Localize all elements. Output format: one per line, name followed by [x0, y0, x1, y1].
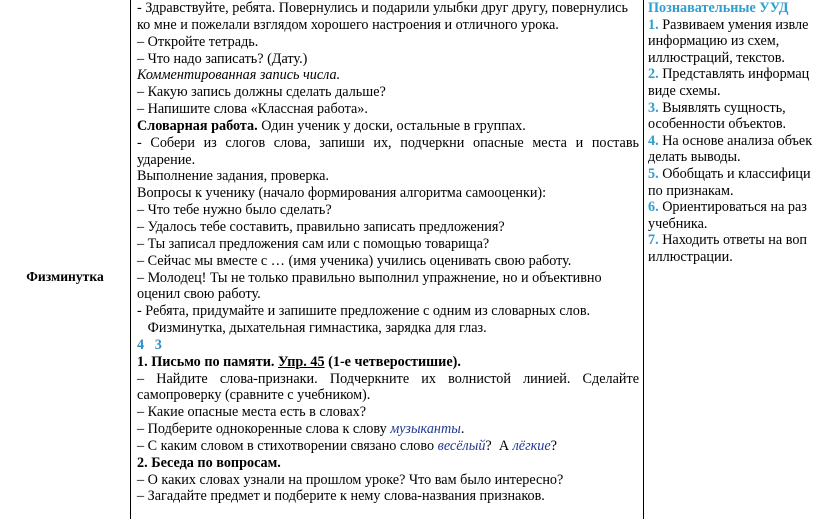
section-heading: Словарная работа.: [137, 117, 258, 134]
text-line: - Здравствуйте, ребята. Повернулись и подарили улыбки друг другу, повернулись: [137, 0, 628, 16]
text-line: [137, 421, 639, 438]
item-number: 1.: [648, 16, 659, 33]
stage-cell: [0, 0, 130, 519]
text-line: [137, 118, 639, 135]
text-span: – Подберите однокоренные слова к слову: [137, 421, 391, 438]
item-text: учебника.: [648, 215, 708, 232]
uud-item: [648, 133, 816, 150]
uud-item: [648, 232, 816, 249]
uud-item: [648, 100, 816, 117]
exercise-ref: Упр. 45: [277, 353, 325, 370]
text-span: ? А: [485, 437, 513, 454]
text-line: – Что тебе нужно было сделать?: [137, 202, 332, 219]
item-text: по признакам.: [648, 182, 734, 199]
item-number: 4.: [648, 132, 659, 149]
text-line: – Сейчас мы вместе с … (имя ученика) учились оценивать свою работу.: [137, 252, 572, 269]
text-line: – Какую запись должны сделать дальше?: [137, 84, 386, 101]
item-number: 5.: [648, 165, 659, 182]
item-number: 3.: [648, 99, 659, 116]
text-line: – Молодец! Ты не только правильно выполнил упражнение, но и объективно: [137, 269, 602, 286]
key-word: лёгкие: [512, 437, 551, 454]
text-span: .: [460, 421, 465, 438]
key-word: музыканты: [390, 421, 461, 438]
item-text: Развиваем умения извле: [658, 16, 809, 33]
item-text: На основе анализа объек: [658, 132, 813, 149]
item-text: Находить ответы на воп: [658, 232, 808, 249]
text-span: Один ученик у доски, остальные в группах.: [257, 117, 526, 134]
text-line: ко мне и пожелали взглядом хорошего настроения и отличного урока.: [137, 16, 559, 33]
text-line: [137, 438, 639, 455]
uud-header: Познавательные УУД: [648, 0, 789, 16]
item-text: информацию из схем,: [648, 33, 780, 50]
uud-item: [648, 17, 816, 34]
teacher-activity-cell: [137, 0, 639, 505]
item-number: 6.: [648, 199, 659, 216]
text-line: самопроверку (сравните с учебником).: [137, 387, 371, 404]
text-line: – Ты записал предложения сам или с помощью товарища?: [137, 235, 490, 252]
item-text: Ориентироваться на раз: [658, 199, 807, 216]
uud-item: [648, 199, 816, 216]
item-text: Выявлять сущность,: [658, 99, 786, 116]
key-word: весёлый: [437, 437, 486, 454]
page-numbers: 4 3: [137, 336, 162, 353]
text-line: – Какие опасные места есть в словах?: [137, 404, 367, 421]
section-heading: 2. Беседа по вопросам.: [137, 454, 281, 471]
item-text: делать выводы.: [648, 149, 741, 166]
text-line: – Удалось тебе составить, правильно записать предложения?: [137, 218, 505, 235]
item-text: Представлять информац: [658, 66, 810, 83]
text-line: - Собери из слогов слова, запиши их, подчеркни опасные места и поставь: [137, 134, 639, 151]
text-line: [137, 354, 639, 371]
text-line: - Ребята, придумайте и запишите предложение с одним из словарных слов.: [137, 303, 591, 320]
column-divider-1: [130, 0, 131, 519]
text-span: – С каким словом в стихотворении связано слово: [137, 437, 438, 454]
stage-label: Физминутка: [26, 268, 104, 284]
item-text: виде схемы.: [648, 82, 721, 99]
item-number: 2.: [648, 66, 659, 83]
text-span: ?: [550, 437, 557, 454]
text-line: – Что надо записать? (Дату.): [137, 50, 308, 67]
text-line: – Загадайте предмет и подберите к нему слова-названия признаков.: [137, 488, 545, 505]
text-line: Комментированная запись числа.: [137, 67, 341, 84]
column-divider-2: [643, 0, 644, 519]
text-line: Выполнение задания, проверка.: [137, 168, 330, 185]
text-line: – Откройте тетрадь.: [137, 33, 259, 50]
item-text: иллюстраций, текстов.: [648, 49, 785, 66]
text-line: – О каких словах узнали на прошлом уроке? Что вам было интересно?: [137, 471, 564, 488]
section-heading: 1. Письмо по памяти.: [137, 353, 278, 370]
uud-cell: [648, 0, 816, 266]
item-text: Обобщать и классифици: [658, 165, 811, 182]
text-line: – Найдите слова-признаки. Подчеркните их волнистой линией. Сделайте: [137, 370, 639, 387]
text-span: (1-е четверостишие).: [324, 353, 461, 370]
text-line: ударение.: [137, 151, 196, 168]
uud-item: [648, 66, 816, 83]
text-line: оценил свою работу.: [137, 286, 261, 303]
text-line: Физминутка, дыхательная гимнастика, зарядка для глаз.: [137, 320, 487, 337]
item-text: особенности объектов.: [648, 116, 787, 133]
text-line: Вопросы к ученику (начало формирования алгоритма самооценки):: [137, 185, 547, 202]
text-line: – Напишите слова «Классная работа».: [137, 101, 368, 118]
uud-item: [648, 166, 816, 183]
item-number: 7.: [648, 232, 659, 249]
item-text: иллюстрации.: [648, 248, 733, 265]
